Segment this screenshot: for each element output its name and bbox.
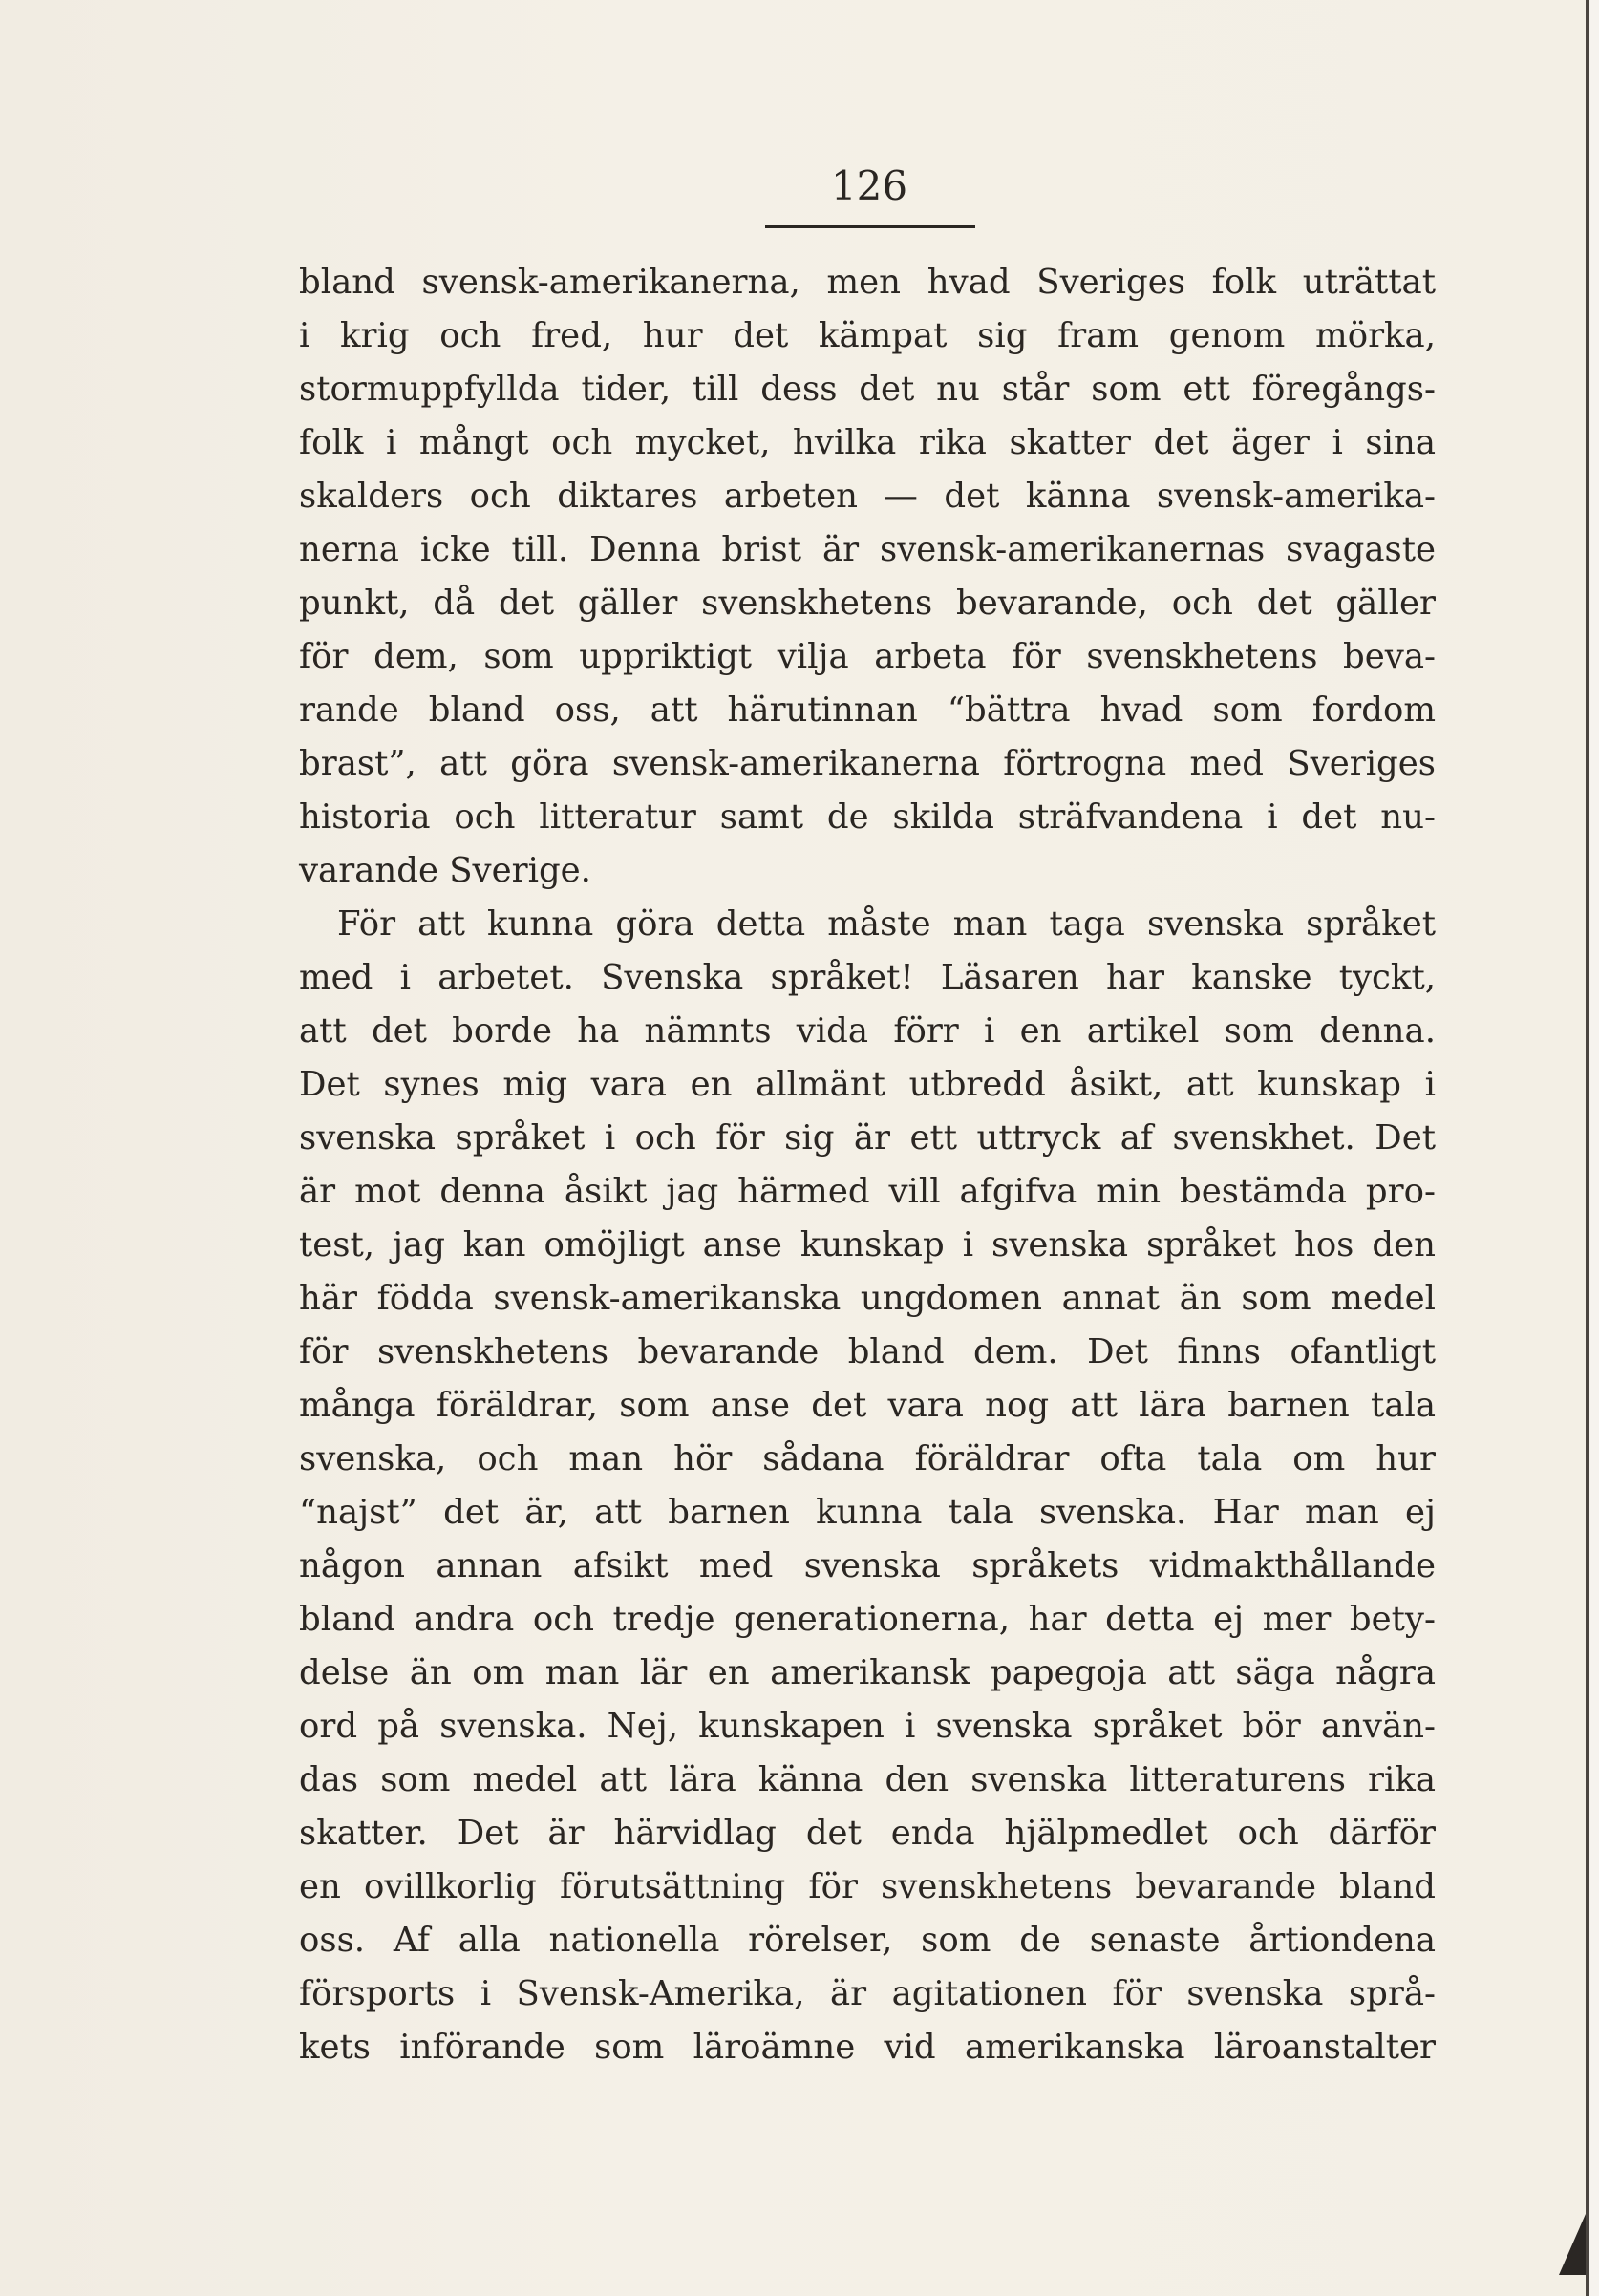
scan-margin	[1589, 0, 1599, 2296]
text-line: nerna icke till. Denna brist är svensk-amerikanernas svagaste	[299, 530, 1436, 569]
text-line: “najst” det är, att barnen kunna tala svenska. Har man ej	[299, 1493, 1436, 1532]
text-line: en ovillkorlig förutsättning för svenskhetens bevarande bland	[299, 1867, 1436, 1906]
text-line: här födda svensk-amerikanska ungdomen annat än som medel	[299, 1279, 1436, 1318]
text-line: Det synes mig vara en allmänt utbredd åsikt, att kunskap i	[299, 1065, 1436, 1104]
text-line: varande Sverige.	[299, 851, 591, 890]
text-line: många föräldrar, som anse det vara nog att lära barnen tala	[299, 1386, 1436, 1425]
text-line: för svenskhetens bevarande bland dem. Det finns ofantligt	[299, 1332, 1436, 1371]
page-number: 126	[830, 162, 908, 209]
text-line: rande bland oss, att härutinnan “bättra hvad som fordom	[299, 691, 1436, 730]
text-line: att det borde ha nämnts vida förr i en artikel som denna.	[299, 1011, 1436, 1051]
text-line: För att kunna göra detta måste man taga svenska språket	[337, 904, 1436, 944]
text-line: med i arbetet. Svenska språket! Läsaren har kanske tyckt,	[299, 958, 1436, 997]
text-line: delse än om man lär en amerikansk papegoja att säga några	[299, 1653, 1436, 1692]
text-line: svenska språket i och för sig är ett uttryck af svenskhet. Det	[299, 1118, 1436, 1158]
text-line: för dem, som uppriktigt vilja arbeta för svenskhetens beva-	[299, 637, 1436, 676]
text-line: punkt, då det gäller svenskhetens bevarande, och det gäller	[299, 584, 1436, 623]
text-line: ord på svenska. Nej, kunskapen i svenska språket bör använ-	[299, 1707, 1436, 1746]
text-line: das som medel att lära känna den svenska litteraturens rika	[299, 1760, 1436, 1799]
text-line: oss. Af alla nationella rörelser, som de senaste årtiondena	[299, 1921, 1436, 1960]
text-line: svenska, och man hör sådana föräldrar ofta tala om hur	[299, 1439, 1436, 1478]
text-line: skalders och diktares arbeten — det känna svensk-amerika-	[299, 477, 1436, 516]
text-line: försports i Svensk-Amerika, är agitationen för svenska språ-	[299, 1974, 1436, 2013]
text-line: bland svensk-amerikanerna, men hvad Sveriges folk uträttat	[299, 263, 1436, 302]
text-line: test, jag kan omöjligt anse kunskap i svenska språket hos den	[299, 1225, 1436, 1265]
text-line: folk i mångt och mycket, hvilka rika skatter det äger i sina	[299, 423, 1436, 462]
text-line: bland andra och tredje generationerna, har detta ej mer bety-	[299, 1600, 1436, 1639]
header-rule	[765, 225, 975, 228]
text-line: är mot denna åsikt jag härmed vill afgifva min bestämda pro-	[299, 1172, 1436, 1211]
text-line: någon annan afsikt med svenska språkets vidmakthållande	[299, 1546, 1436, 1585]
text-line: i krig och fred, hur det kämpat sig fram genom mörka,	[299, 316, 1436, 355]
text-line: kets införande som läroämne vid amerikanska läroanstalter	[299, 2028, 1436, 2067]
text-line: stormuppfyllda tider, till dess det nu står som ett föregångs-	[299, 370, 1436, 409]
corner-mark	[1559, 2214, 1586, 2275]
text-line: brast”, att göra svensk-amerikanerna förtrogna med Sveriges	[299, 744, 1436, 783]
text-line: skatter. Det är härvidlag det enda hjälpmedlet och därför	[299, 1814, 1436, 1853]
text-line: historia och litteratur samt de skilda sträfvandena i det nu-	[299, 797, 1436, 837]
body-text	[299, 256, 1436, 2074]
